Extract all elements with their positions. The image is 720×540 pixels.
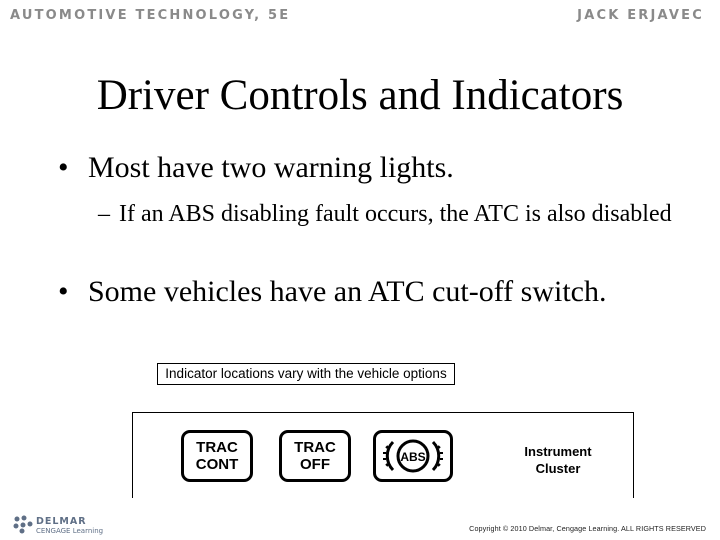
bullet-marker: •: [58, 151, 69, 184]
copyright-notice: Copyright © 2010 Delmar, Cengage Learning. ALL RIGHTS RESERVED: [469, 524, 706, 533]
header-author: JACK ERJAVEC: [577, 8, 704, 23]
indicator-line: OFF: [299, 456, 330, 473]
cluster-label: [517, 443, 599, 477]
bullet-text: Most have two warning lights.: [88, 151, 454, 184]
abs-label: ABS: [400, 450, 426, 464]
indicator-line: TRAC: [294, 439, 336, 456]
trac-cont-indicator: [181, 430, 253, 482]
footer-band: [0, 498, 720, 540]
cluster-label-line: Instrument: [524, 444, 592, 459]
trac-off-indicator: [279, 430, 351, 482]
delmar-logo-icon: [12, 514, 34, 534]
figure-note: Indicator locations vary with the vehicle options: [157, 363, 455, 385]
sub-bullet-marker: –: [98, 201, 110, 227]
cluster-label-line: Cluster: [535, 461, 581, 476]
indicator-line: CONT: [195, 456, 239, 473]
logo-subtitle: CENGAGE Learning: [36, 527, 104, 535]
slide-title: Driver Controls and Indicators: [96, 72, 624, 119]
abs-indicator: [373, 430, 453, 482]
header-course-title: AUTOMOTIVE TECHNOLOGY, 5E: [10, 8, 291, 23]
bullet-marker: •: [58, 275, 69, 308]
indicator-line: TRAC: [196, 439, 238, 456]
sub-bullet-text: If an ABS disabling fault occurs, the ATC is also disabled: [119, 201, 672, 227]
abs-warning-icon: [378, 435, 448, 477]
logo-name: DELMAR: [36, 516, 87, 527]
bullet-text: Some vehicles have an ATC cut-off switch.: [88, 275, 607, 308]
